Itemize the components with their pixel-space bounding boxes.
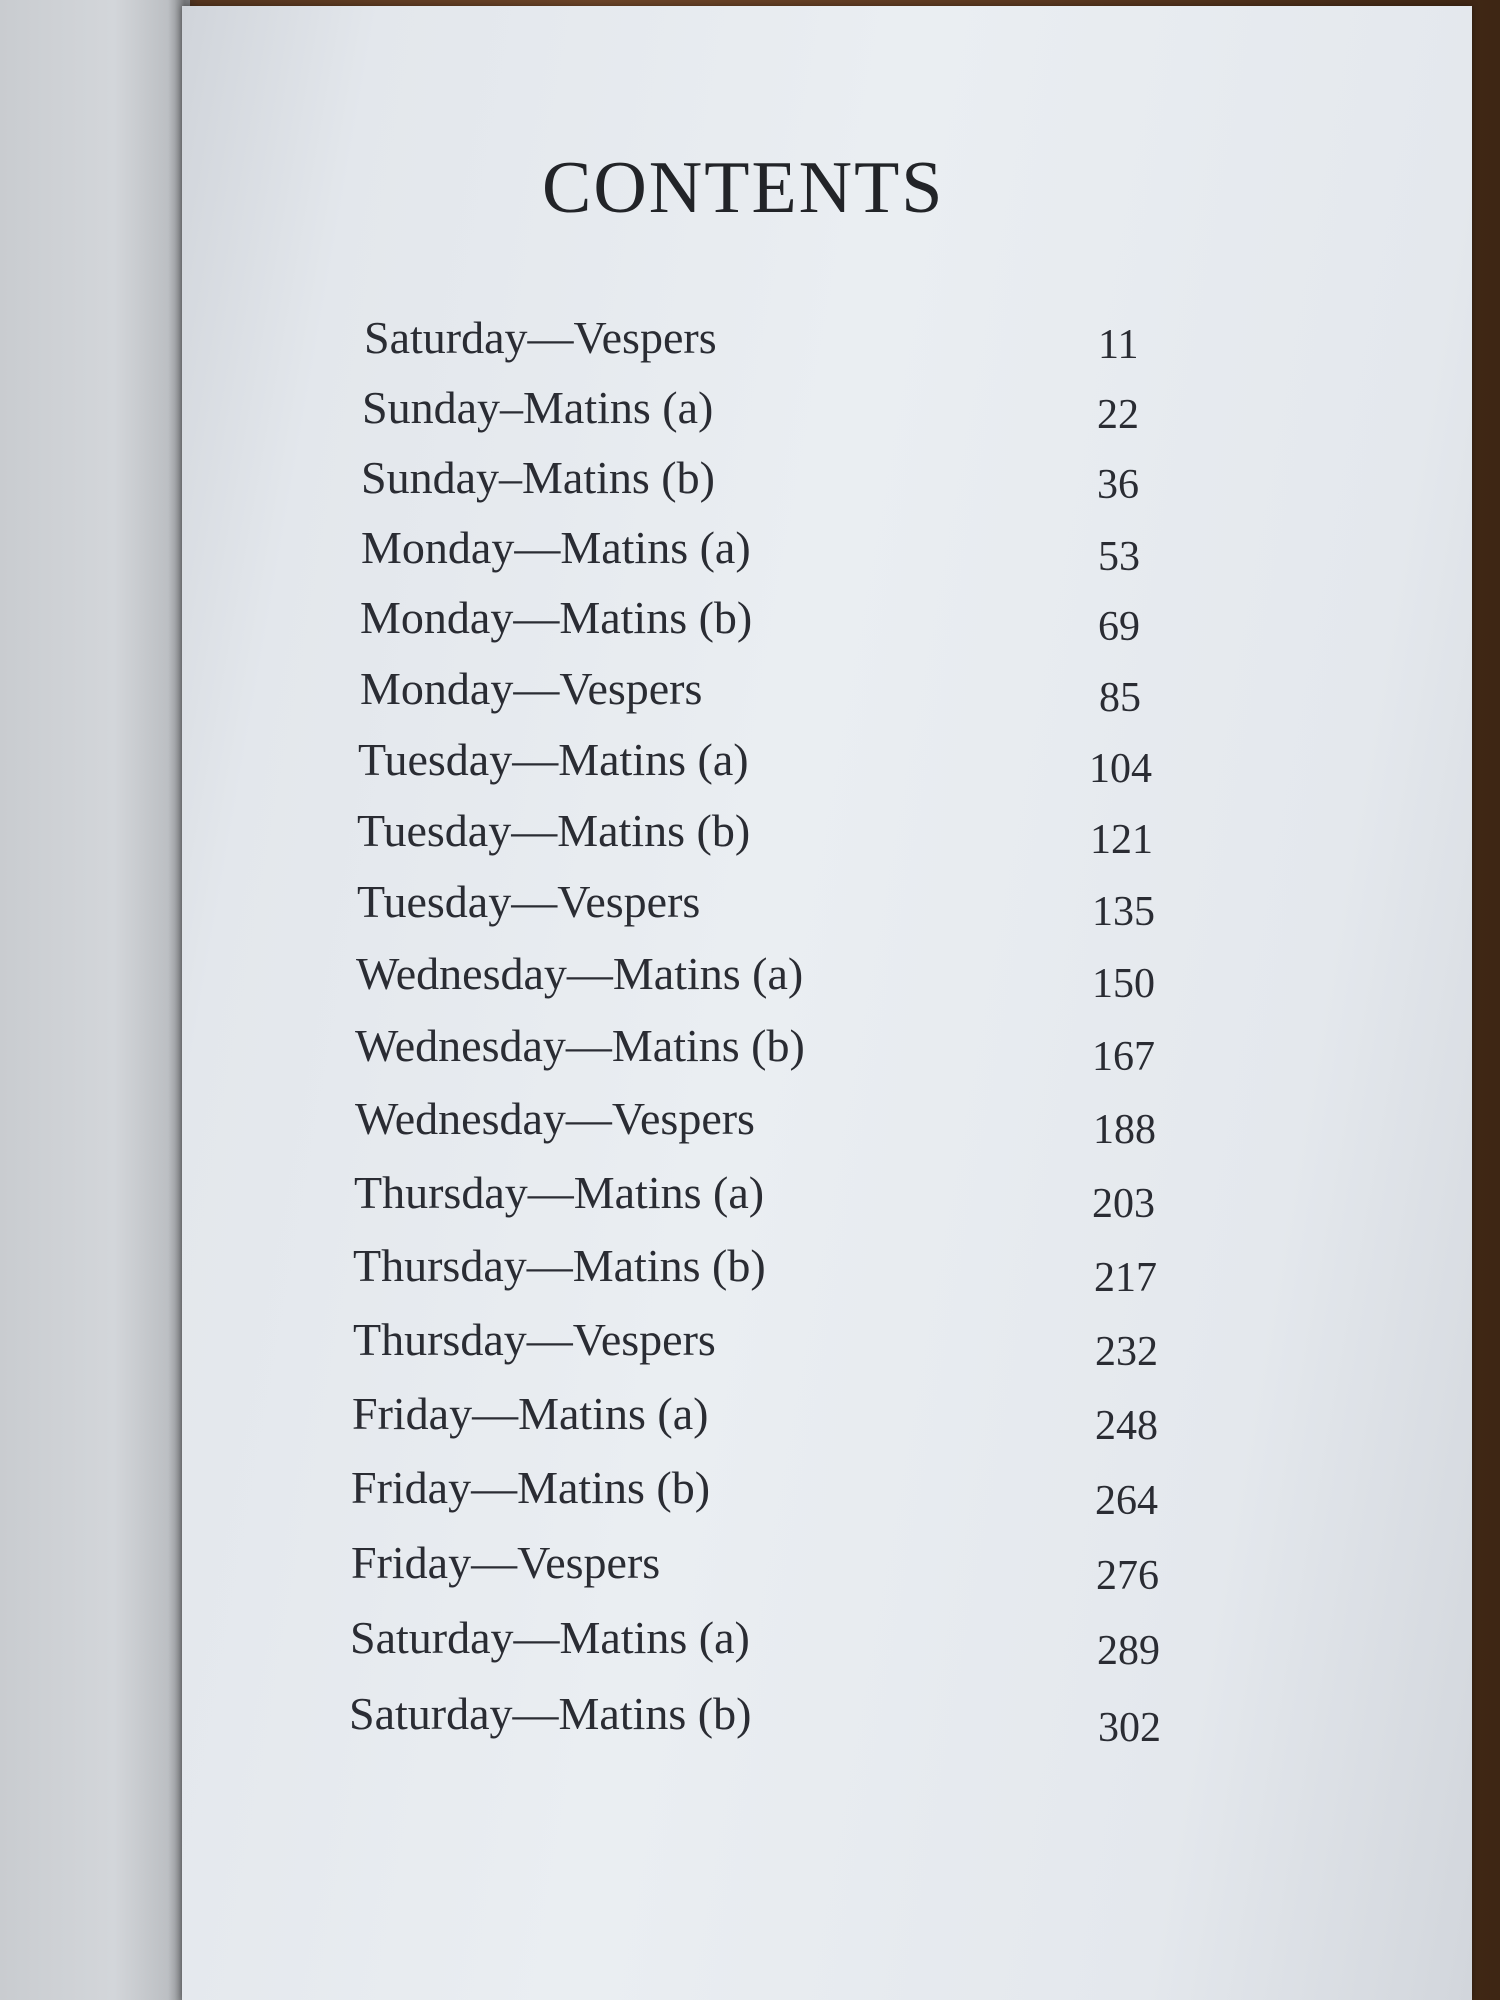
toc-entry-title: Monday—Vespers [360,663,703,714]
toc-entry-title: Sunday–Matins (a) [362,382,714,433]
toc-entry-page: 36 [1097,462,1139,508]
toc-entry-page: 135 [1092,889,1155,935]
toc-entry-page: 264 [1095,1478,1158,1524]
toc-entry-page: 276 [1096,1553,1159,1599]
toc-entry-page: 53 [1098,534,1140,580]
toc-entry-title: Thursday—Matins (a) [354,1167,765,1218]
toc-entry-page: 232 [1095,1329,1158,1375]
toc-entry-title: Monday—Matins (a) [361,522,751,573]
toc-entry-page: 150 [1092,961,1155,1007]
toc-entry-page: 217 [1094,1255,1157,1301]
toc-entry-page: 188 [1093,1107,1156,1153]
toc-entry-title: Tuesday—Matins (b) [357,805,751,856]
toc-entry-title: Wednesday—Vespers [355,1093,755,1144]
toc-entry-title: Thursday—Matins (b) [353,1240,766,1291]
toc-entry-title: Tuesday—Vespers [357,876,701,927]
toc-entry-title: Thursday—Vespers [353,1314,716,1365]
toc-entry-page: 289 [1097,1628,1160,1674]
toc-entry-title: Tuesday—Matins (a) [358,734,749,785]
toc-entry-page: 69 [1098,604,1140,650]
toc-entry-title: Friday—Matins (a) [352,1388,709,1439]
toc-entry-page: 167 [1092,1034,1155,1080]
toc-entry-title: Saturday—Matins (b) [349,1688,752,1739]
toc-entry-page: 203 [1092,1181,1155,1227]
toc-entry-title: Saturday—Matins (a) [350,1612,750,1663]
toc-entry-title: Wednesday—Matins (b) [355,1020,805,1071]
page-title: CONTENTS [542,147,945,229]
toc-entry-title: Monday—Matins (b) [360,592,753,643]
toc-entry-page: 85 [1099,675,1141,721]
toc-entry-title: Sunday–Matins (b) [361,452,715,503]
toc-entry-page: 121 [1090,817,1153,863]
toc-entry-title: Friday—Vespers [351,1537,661,1588]
contents-page [182,6,1472,2000]
toc-entry-page: 248 [1095,1403,1158,1449]
toc-entry-title: Wednesday—Matins (a) [356,948,804,999]
toc-entry-page: 22 [1097,392,1139,438]
toc-entry-page: 11 [1098,322,1139,368]
toc-entry-title: Saturday—Vespers [364,312,717,363]
left-page-edge [0,0,190,2000]
toc-entry-page: 302 [1098,1705,1161,1751]
toc-entry-page: 104 [1089,746,1152,792]
toc-entry-title: Friday—Matins (b) [351,1462,711,1513]
